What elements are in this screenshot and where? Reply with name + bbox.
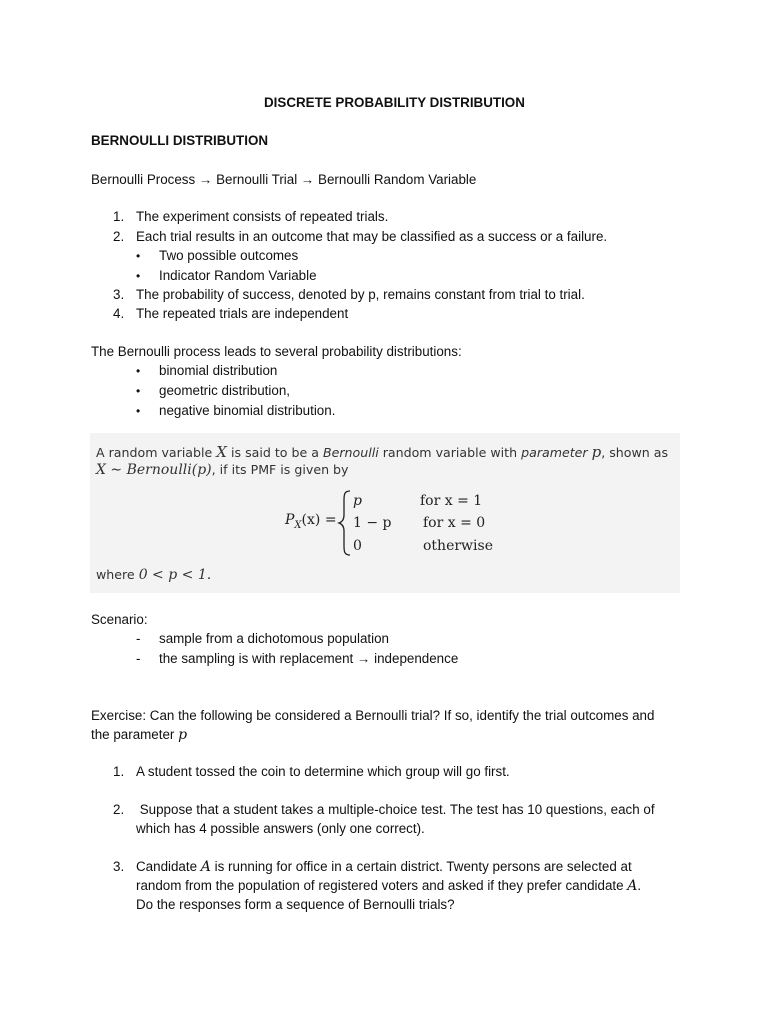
list-item: binomial distribution xyxy=(159,363,278,378)
arrow-icon: → xyxy=(198,172,213,187)
list-dash: - xyxy=(136,651,141,666)
bullet-icon: • xyxy=(136,404,141,418)
def-expression: X ∼ Bernoulli(p) xyxy=(96,462,212,478)
list-item: Suppose that a student takes a multiple-choice test. The test has 10 questions, each of xyxy=(136,802,655,817)
list-item: The probability of success, denoted by p, remains constant from trial to trial. xyxy=(136,287,585,302)
doc-title: DISCRETE PROBABILITY DISTRIBUTION xyxy=(264,95,525,110)
list-item: The repeated trials are independent xyxy=(136,306,349,321)
list-item xyxy=(136,878,641,894)
list-item: The experiment consists of repeated trials. xyxy=(136,209,389,224)
list-item: geometric distribution, xyxy=(159,383,290,398)
pmf-case-value: p xyxy=(353,493,362,509)
def-text: where xyxy=(96,567,135,582)
def-parameter: parameter xyxy=(521,445,588,460)
exercise-text: the parameter xyxy=(91,727,175,742)
pmf-p: P xyxy=(285,512,295,528)
leads-text: The Bernoulli process leads to several probability distributions: xyxy=(91,344,462,359)
exercise-symbol-a: A xyxy=(200,859,211,875)
def-text: random variable with xyxy=(382,445,518,460)
pmf-arg: (x) = xyxy=(301,512,337,528)
definition-where xyxy=(96,567,211,583)
def-expression: 0 < p < 1. xyxy=(138,567,212,583)
def-text: A random variable xyxy=(96,445,213,460)
list-item: sample from a dichotomous population xyxy=(159,631,390,646)
bullet-icon: • xyxy=(136,249,141,263)
list-dash: - xyxy=(136,631,141,646)
bullet-icon: • xyxy=(136,384,141,398)
exercise-intro-2 xyxy=(91,727,187,743)
exercise-text: is running for office in a certain district. Twenty persons are selected at xyxy=(210,859,632,874)
exercise-symbol-a: A xyxy=(627,878,638,894)
list-item xyxy=(136,859,632,875)
list-number: 2. xyxy=(113,229,125,244)
pmf-sub: X xyxy=(294,519,302,531)
def-text: is said to be a xyxy=(231,445,319,460)
process-chain xyxy=(91,172,476,187)
chain-trial: Bernoulli Trial xyxy=(216,172,298,187)
bullet-icon: • xyxy=(136,364,141,378)
scenario-label: Scenario: xyxy=(91,612,148,627)
list-number: 1. xyxy=(113,764,125,779)
definition-line-1 xyxy=(96,443,668,461)
left-brace-icon xyxy=(337,489,353,557)
arrow-icon: → xyxy=(300,172,315,187)
definition-box xyxy=(90,433,680,593)
scenario-text: the sampling is with replacement xyxy=(159,651,354,666)
def-text: , if its PMF is given by xyxy=(211,462,349,477)
list-item: Do the responses form a sequence of Bernoulli trials? xyxy=(136,897,455,912)
list-number: 4. xyxy=(113,306,125,321)
list-number: 3. xyxy=(113,287,125,302)
list-item: which has 4 possible answers (only one correct). xyxy=(136,821,425,836)
pmf-case-condition: for x = 1 xyxy=(420,493,483,509)
pmf-case-condition: for x = 0 xyxy=(423,515,486,531)
list-item: negative binomial distribution. xyxy=(159,403,336,418)
list-number: 3. xyxy=(113,859,125,874)
list-item: Indicator Random Variable xyxy=(159,268,317,283)
pmf-case-value: 0 xyxy=(353,538,362,554)
pmf-case-value: 1 − p xyxy=(353,515,392,531)
bullet-icon: • xyxy=(136,269,141,283)
def-bernoulli: Bernoulli xyxy=(322,445,379,460)
list-item: Each trial results in an outcome that may be classified as a success or a failure. xyxy=(136,229,608,244)
def-symbol-p: p xyxy=(591,443,602,461)
chain-random-variable: Bernoulli Random Variable xyxy=(318,172,477,187)
chain-process: Bernoulli Process xyxy=(91,172,196,187)
scenario-tail: independence xyxy=(374,651,459,666)
section-title: BERNOULLI DISTRIBUTION xyxy=(91,133,269,148)
list-item xyxy=(159,651,458,666)
def-symbol-x: X xyxy=(216,443,227,461)
list-number: 2. xyxy=(113,802,125,817)
list-item: Two possible outcomes xyxy=(159,248,299,263)
exercise-text: random from the population of registered voters and asked if they prefer candidate xyxy=(136,878,624,893)
def-text: , shown as xyxy=(601,445,669,460)
pmf-case-condition: otherwise xyxy=(423,538,493,554)
exercise-symbol-p: p xyxy=(178,727,188,743)
list-item: A student tossed the coin to determine which group will go first. xyxy=(136,764,510,779)
exercise-text: . xyxy=(637,878,642,893)
exercise-text: Candidate xyxy=(136,859,198,874)
pmf-lhs xyxy=(285,512,337,531)
definition-line-2 xyxy=(96,462,349,478)
arrow-icon: → xyxy=(357,651,371,666)
exercise-intro: Exercise: Can the following be considered a Bernoulli trial? If so, identify the trial outcomes and xyxy=(91,708,655,723)
list-number: 1. xyxy=(113,209,125,224)
